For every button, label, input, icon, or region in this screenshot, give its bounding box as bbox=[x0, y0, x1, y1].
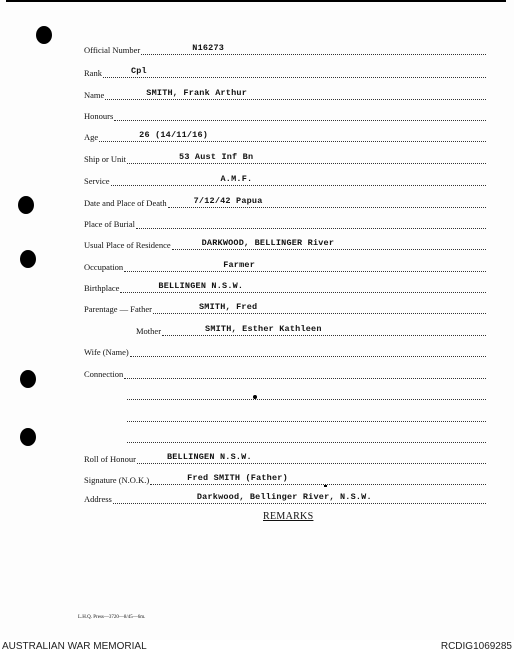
punch-hole bbox=[36, 26, 52, 44]
field-rank bbox=[84, 64, 486, 78]
field-value: BELLINGEN N.S.W. bbox=[158, 281, 244, 291]
field-value: 7/12/42 Papua bbox=[193, 196, 263, 206]
field-burial bbox=[84, 215, 486, 229]
field-label: Name bbox=[84, 90, 105, 100]
field-name bbox=[84, 86, 486, 100]
field-label: Birthplace bbox=[84, 283, 120, 293]
field-roll-of-honour bbox=[84, 450, 486, 464]
punch-hole bbox=[20, 250, 36, 268]
field-value: 53 Aust Inf Bn bbox=[179, 152, 254, 162]
field-label: Connection bbox=[84, 369, 124, 379]
field-label: Rank bbox=[84, 68, 102, 78]
field-value: Fred SMITH (Father) bbox=[187, 473, 288, 483]
blank-line bbox=[126, 408, 486, 422]
field-label: Wife (Name) bbox=[84, 347, 129, 357]
field-label: Roll of Honour bbox=[84, 454, 136, 464]
field-birthplace bbox=[84, 279, 486, 293]
field-label: Occupation bbox=[84, 262, 124, 272]
field-label: Parentage — Father bbox=[84, 304, 152, 314]
field-label: Date and Place of Death bbox=[84, 198, 167, 208]
field-death bbox=[84, 194, 486, 208]
printer-note: L.H.Q. Press—3720—8/45—6m. bbox=[78, 615, 146, 620]
field-signature bbox=[84, 471, 486, 485]
blank-line bbox=[126, 429, 486, 443]
ink-mark bbox=[253, 395, 257, 399]
blank-line bbox=[126, 386, 486, 400]
field-value: 26 (14/11/16) bbox=[139, 130, 209, 140]
field-label: Place of Burial bbox=[84, 219, 135, 229]
archive-footer bbox=[0, 640, 514, 654]
field-residence bbox=[84, 236, 486, 250]
footer-left: AUSTRALIAN WAR MEMORIAL bbox=[2, 641, 147, 652]
field-connection bbox=[84, 365, 486, 379]
field-value: A.M.F. bbox=[220, 174, 253, 184]
field-value: Cpl bbox=[130, 66, 147, 76]
field-label: Ship or Unit bbox=[84, 154, 127, 164]
field-value: Darkwood, Bellinger River, N.S.W. bbox=[196, 492, 372, 502]
field-father bbox=[84, 300, 486, 314]
punch-hole bbox=[20, 370, 36, 388]
field-value: SMITH, Fred bbox=[198, 302, 258, 312]
field-service bbox=[84, 172, 486, 186]
footer-right: RCDIG1069285 bbox=[440, 641, 512, 652]
field-label: Age bbox=[84, 132, 99, 142]
field-label: Service bbox=[84, 176, 110, 186]
field-value: SMITH, Esther Kathleen bbox=[205, 324, 322, 334]
field-value: BELLINGEN N.S.W. bbox=[166, 452, 252, 462]
punch-hole bbox=[18, 196, 34, 214]
field-label: Official Number bbox=[84, 45, 141, 55]
field-wife bbox=[84, 343, 486, 357]
field-value: N16273 bbox=[192, 43, 225, 53]
field-label: Signature (N.O.K.) bbox=[84, 475, 150, 485]
field-value: DARKWOOD, BELLINGER River bbox=[201, 238, 335, 248]
field-label: Address bbox=[84, 494, 112, 504]
top-border bbox=[6, 0, 506, 2]
field-occupation bbox=[84, 258, 486, 272]
ink-mark bbox=[324, 485, 327, 487]
field-official-number bbox=[84, 41, 486, 55]
punch-hole bbox=[20, 428, 36, 446]
field-honours bbox=[84, 107, 486, 121]
field-age bbox=[84, 128, 486, 142]
remarks-heading: REMARKS bbox=[263, 511, 314, 522]
field-value: Farmer bbox=[223, 260, 255, 270]
field-label: Mother bbox=[136, 326, 162, 336]
field-address bbox=[84, 490, 486, 504]
field-mother bbox=[136, 322, 486, 336]
field-value: SMITH, Frank Arthur bbox=[146, 88, 248, 98]
field-ship-or-unit bbox=[84, 150, 486, 164]
field-label: Usual Place of Residence bbox=[84, 240, 171, 250]
field-label: Honours bbox=[84, 111, 114, 121]
